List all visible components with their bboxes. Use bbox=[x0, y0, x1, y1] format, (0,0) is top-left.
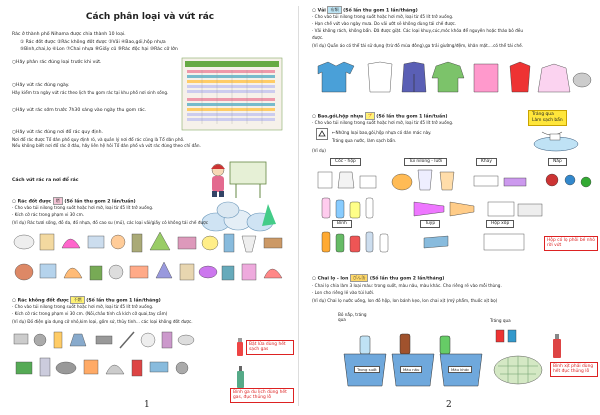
burnable-line-1: · Cho vào túi nilong trong suốt hoặc hơi mờ, loại từ 45 lít trở xuống. bbox=[12, 205, 154, 210]
spray-can-icon bbox=[236, 366, 245, 388]
cloth-line-4: được. bbox=[312, 35, 324, 40]
nonburnable-tag: 不燃 bbox=[70, 296, 84, 304]
burnable-tag: 燃 bbox=[53, 197, 63, 205]
page-number-left: 1 bbox=[144, 400, 150, 410]
cloth-line-1: · Cho vào túi nilong trong suốt hoặc hơi mờ, loại từ 45 lít trở xuống. bbox=[312, 14, 454, 19]
cloth-title: ○ Vải bbox=[312, 8, 326, 14]
burnable-title: Rác đốt được bbox=[17, 199, 52, 205]
plastic-items-row-2 bbox=[314, 196, 554, 220]
page-gutter bbox=[298, 6, 299, 406]
plastic-tag: プ bbox=[365, 112, 375, 120]
plastic-line-2: ←Những loại bao,gói,hộp nhựa có dán mác này. bbox=[332, 130, 432, 135]
rule-day-detail: Hãy kiểm tra ngày vứt rác theo lịch thu gom rác tại khu phố nơi sinh sống. bbox=[12, 90, 169, 95]
section-heading: Cách vứt rác ra nơi đổ rác bbox=[12, 178, 79, 183]
bin-brown: Màu nâu bbox=[400, 366, 422, 373]
rinse-note-line-2: Làm sạch bẩn bbox=[532, 118, 563, 123]
bottles-line-2: · Lon cho riêng lẻ vào túi lưới. bbox=[312, 290, 375, 295]
rule-sort: ○Hãy phân rác đúng loại trước khi vứt. bbox=[12, 60, 102, 65]
plastic-line-3: Tráng qua nước, làm sạch bẩn. bbox=[332, 138, 397, 143]
bottles-title: ○ Chai lọ - lon bbox=[312, 276, 349, 282]
nonburnable-examples: (Ví dụ) Đồ điện gia dụng cỡ nhỏ,kim loại, gốm sứ, thủy tinh... các loại không đốt được. bbox=[12, 319, 193, 324]
cloth-frequency: (Số lần thu gom 1 lần/tháng) bbox=[343, 8, 418, 14]
bin-clear: Trong suốt bbox=[354, 366, 380, 373]
notice-board-illustration bbox=[200, 160, 285, 200]
lighter-note: Bật lửa dùng hết sạch gas bbox=[246, 340, 294, 355]
clothes-illustration bbox=[314, 58, 594, 98]
rule-time: ○Hãy vứt rác sớm trước 7h30 sáng vào ngày thu gom rác. bbox=[12, 108, 147, 113]
bottle-bins-illustration bbox=[340, 326, 500, 392]
burnable-heading: ○ Rác đốt được 燃 (Số lần thu gom 2 lần/tuần) bbox=[12, 198, 136, 205]
burnable-examples: (Ví dụ) Rác tươi sống, đồ da, đồ nhựa, đồ cao su (mủ), các loại vải/giấy có không tái chế được bbox=[12, 220, 209, 225]
plastic-line-1: · Cho vào túi nilong trong suốt hoặc hơi mờ, loại từ 45 lít trở xuống. bbox=[312, 120, 454, 125]
burnable-frequency: (Số lần thu gom 2 lần/tuần) bbox=[64, 199, 136, 205]
nonburnable-items-illustration bbox=[10, 328, 230, 388]
nonburnable-line-2: · Kích cỡ rác trong phạm vi 30 cm. (Nồi,chảo tính cả kích cỡ quai,tay cầm) bbox=[12, 311, 168, 316]
cloth-examples: (Ví dụ) Quần áo có thể tái sử dụng (trừ đồ mùa đông),ga trải giường/đệm, khăn mặt....có thể tái chế. bbox=[312, 43, 524, 48]
category-list-row-1: ① Rác đốt được ②Rác không đốt được ③Vải ④Bao,gói,hộp nhựa bbox=[20, 40, 166, 45]
plastic-title: ○ Bao,gói,hộp nhựa bbox=[312, 114, 364, 120]
label-bag-net: Túi nilong - lưới bbox=[404, 158, 447, 166]
bottles-frequency: (Số lần thu gom 2 lần/tháng) bbox=[369, 276, 445, 282]
recycle-mark-icon bbox=[316, 128, 328, 140]
intro-text: Rác ở thành phố Nihama được chia thành 10 loại. bbox=[12, 32, 126, 37]
burnable-items-illustration bbox=[10, 228, 290, 292]
cloth-line-3: · Vải không rách, không bẩn. Đã được giặt. Các loại khuy,cúc,móc khóa để nguyên hoặc tháo bỏ đều bbox=[312, 28, 523, 33]
right-page bbox=[300, 0, 600, 415]
spray-can-cap-icon bbox=[552, 334, 562, 358]
bottles-examples: (Ví dụ) Chai lọ nước uống, lon đồ hộp, lon bánh kẹo, lon chai xịt (mỹ phẩm, thuốc xịt bọ) bbox=[312, 298, 498, 303]
rule-day: ○Hãy vứt rác đúng ngày. bbox=[12, 83, 70, 88]
nonburnable-line-1: · Cho vào túi nilong trong suốt hoặc hơi mờ, loại từ 45 lít trở xuống. bbox=[12, 304, 154, 309]
plastic-note: Hộp có lọ phôi bé nhỏ rời vứt bbox=[544, 236, 598, 251]
bottles-line-1: · Chai lọ chia làm 3 loại màu: trong suốt, màu nâu, màu khác. Cho riêng rẽ vào mỗi thùng. bbox=[312, 283, 502, 288]
plastic-items-row-1 bbox=[314, 166, 598, 196]
label-tube: Tuýp bbox=[420, 220, 440, 228]
label-lid: Nắp bbox=[548, 158, 567, 166]
label-foam-box: Hộp xốp bbox=[486, 220, 514, 228]
rinse-note bbox=[528, 110, 567, 126]
label-tray: Khay bbox=[476, 158, 497, 166]
rule-place-detail-2: Nếu không biết nơi đổ rác ở đâu, hãy liên hệ hỏi Tổ dân phố và vứt rác đúng theo chỉ dẫn. bbox=[12, 143, 201, 148]
plastic-items-row-3 bbox=[314, 230, 534, 254]
cloth-tag: 布類 bbox=[327, 6, 341, 14]
collection-calendar-image bbox=[182, 58, 282, 130]
bottles-tag: びん缶 bbox=[350, 274, 369, 282]
bottles-heading bbox=[312, 274, 444, 283]
cloth-line-2: · Hạn chế vứt vào ngày mưa. Do vải ướt sẽ không dùng tái chế được. bbox=[312, 21, 457, 26]
rule-place-detail-1: Nơi đổ rác được Tổ dân phố quy định rõ, và quản lý nơi đổ rác cũng là Tổ dân phố. bbox=[12, 137, 185, 142]
document-title: Cách phân loại và vứt rác bbox=[85, 12, 215, 22]
plastic-example: (Ví dụ) bbox=[312, 148, 326, 153]
washing-bowl-illustration bbox=[532, 128, 580, 152]
garbage-bags-illustration bbox=[200, 198, 282, 232]
page-number-right: 2 bbox=[446, 400, 452, 410]
plastic-frequency: (Số lần thu gom 1 lần/tuần) bbox=[376, 114, 448, 120]
label-bottle: Bình bbox=[332, 220, 352, 228]
rule-place: ○Hãy vứt rác đúng nơi đổ rác quy định. bbox=[12, 130, 103, 135]
lighter-icon bbox=[236, 338, 244, 356]
nonburnable-frequency: (Số lần thu gom 1 lần/tháng) bbox=[86, 298, 161, 304]
remove-cap-label: Bỏ nắp, tráng qua bbox=[338, 312, 367, 323]
gas-can-note: Bình ga du lịch dùng hết gas, đục thủng lỗ bbox=[230, 388, 294, 403]
nonburnable-title: Rác không đốt được bbox=[17, 298, 69, 304]
spray-can-note: Bình xịt phải dùng hết đục thủng lỗ bbox=[550, 362, 598, 377]
bin-other: Màu khác bbox=[448, 366, 472, 373]
rinse-label: Tráng qua bbox=[490, 318, 511, 323]
burnable-line-2: · Kích cỡ rác trong phạm vi 30 cm. bbox=[12, 212, 85, 217]
label-cup-box: Cốc - hộp bbox=[330, 158, 361, 166]
rinse-note-line-1: Tráng qua bbox=[532, 112, 554, 117]
nonburnable-heading: ○ Rác không đốt được 不燃 (Số lần thu gom 1 lần/tháng) bbox=[12, 297, 161, 304]
category-list-row-2: ⑤Bình,chai,lọ ⑥Lon ⑦Chai nhựa ⑧Giấy cũ ⑨Rác độc hại ⑩Rác cỡ lớn bbox=[20, 47, 178, 52]
cans-net-illustration bbox=[490, 326, 546, 386]
